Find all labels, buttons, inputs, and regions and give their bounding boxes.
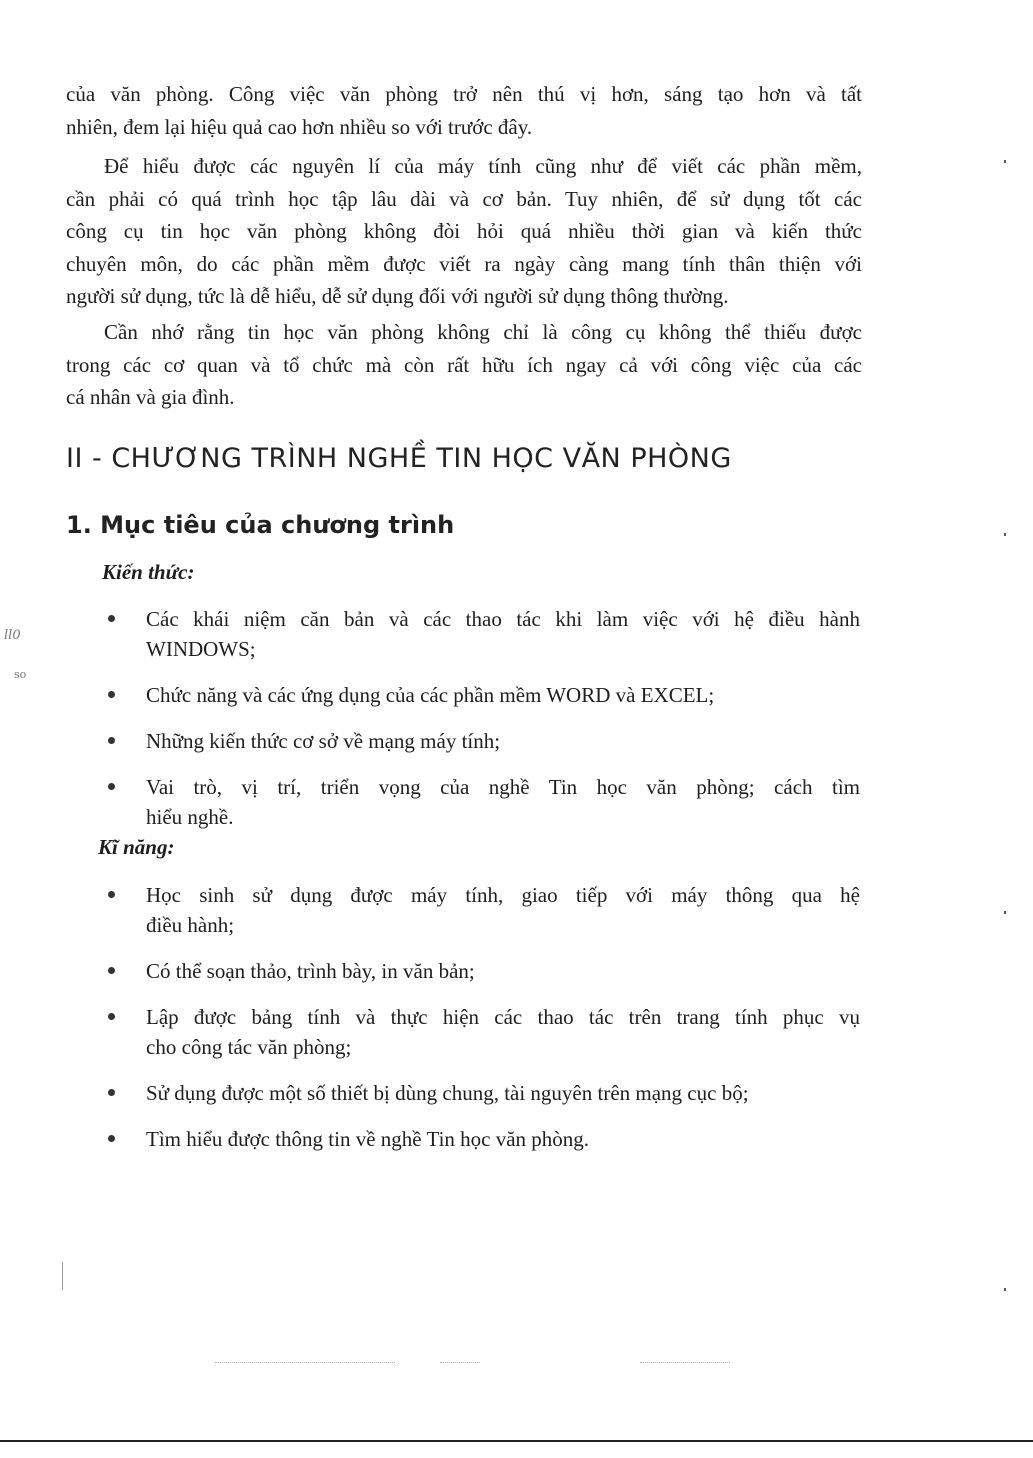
scan-dotted-line bbox=[215, 1362, 395, 1363]
paragraph-usefulness bbox=[66, 316, 862, 414]
text-line: cá nhân và gia đình. bbox=[66, 385, 235, 409]
knowledge-label: Kiến thức: bbox=[102, 560, 195, 584]
list-item bbox=[100, 604, 860, 664]
skills-list bbox=[100, 880, 860, 1154]
bullet-icon bbox=[108, 783, 115, 790]
text-line: Những kiến thức cơ sở về mạng máy tính; bbox=[146, 729, 501, 753]
list-item bbox=[100, 680, 860, 710]
knowledge-list bbox=[100, 604, 860, 832]
text-line: của văn phòng. Công việc văn phòng trở nên thú vị hơn, sáng tạo hơn và tất bbox=[66, 82, 862, 106]
list-item bbox=[100, 880, 860, 940]
page-bottom-edge bbox=[0, 1440, 1033, 1442]
text-line: cho công tác văn phòng; bbox=[146, 1035, 352, 1059]
list-item bbox=[100, 772, 860, 832]
text-line: người sử dụng, tức là dễ hiểu, dễ sử dụng đối với người sử dụng thông thường. bbox=[66, 284, 729, 308]
bullet-icon bbox=[108, 891, 115, 898]
margin-handwriting: ll0 bbox=[4, 628, 21, 643]
list-item bbox=[100, 1002, 860, 1062]
text-line: Tìm hiểu được thông tin về nghề Tin học văn phòng. bbox=[146, 1127, 590, 1151]
list-item bbox=[100, 1078, 860, 1108]
text-line: công cụ tin học văn phòng không đòi hỏi quá nhiều thời gian và kiến thức bbox=[66, 219, 862, 243]
margin-handwriting: so bbox=[14, 668, 27, 681]
subsection-heading: 1. Mục tiêu của chương trình bbox=[66, 511, 455, 539]
bullet-icon bbox=[108, 691, 115, 698]
text-line: hiểu nghề. bbox=[146, 805, 234, 829]
bullet-icon bbox=[108, 1135, 115, 1142]
scan-mark bbox=[62, 1262, 63, 1290]
bullet-icon bbox=[108, 615, 115, 622]
text-line: Lập được bảng tính và thực hiện các thao tác trên trang tính phục vụ bbox=[146, 1005, 860, 1029]
text-line: Chức năng và các ứng dụng của các phần mềm WORD và EXCEL; bbox=[146, 683, 715, 707]
bullet-icon bbox=[108, 1089, 115, 1096]
text-line: trong các cơ quan và tổ chức mà còn rất hữu ích ngay cả với công việc của các bbox=[66, 352, 862, 377]
scan-dotted-line bbox=[640, 1362, 730, 1363]
text-line: chuyên môn, do các phần mềm được viết ra ngày càng mang tính thân thiện với bbox=[66, 251, 862, 276]
section-heading: II - CHƯƠNG TRÌNH NGHỀ TIN HỌC VĂN PHÒNG bbox=[66, 443, 732, 474]
list-item bbox=[100, 1124, 860, 1154]
scan-speck bbox=[1004, 160, 1006, 163]
text-line: Học sinh sử dụng được máy tính, giao tiếp với máy thông qua hệ bbox=[146, 883, 860, 907]
list-item bbox=[100, 726, 860, 756]
skills-label: Kĩ năng: bbox=[98, 835, 175, 859]
scan-speck bbox=[1004, 533, 1006, 536]
text-line: nhiên, đem lại hiệu quả cao hơn nhiều so với trước đây. bbox=[66, 114, 533, 139]
scan-dotted-line bbox=[440, 1362, 480, 1363]
list-item bbox=[100, 956, 860, 986]
scan-speck bbox=[1004, 1288, 1006, 1291]
bullet-icon bbox=[108, 967, 115, 974]
text-line: Các khái niệm căn bản và các thao tác khi làm việc với hệ điều hành bbox=[146, 607, 860, 631]
scan-speck bbox=[1004, 911, 1006, 914]
text-line: Sử dụng được một số thiết bị dùng chung, tài nguyên trên mạng cục bộ; bbox=[146, 1081, 749, 1105]
text-line: điều hành; bbox=[146, 913, 235, 937]
text-line: Có thể soạn thảo, trình bày, in văn bản; bbox=[146, 959, 475, 983]
text-line: Để hiểu được các nguyên lí của máy tính cũng như để viết các phần mềm, bbox=[104, 154, 862, 178]
text-line: Cần nhớ rằng tin học văn phòng không chỉ là công cụ không thể thiếu được bbox=[104, 320, 862, 344]
text-line: Vai trò, vị trí, triển vọng của nghề Tin học văn phòng; cách tìm bbox=[146, 775, 860, 799]
bullet-icon bbox=[108, 737, 115, 744]
paragraph-intro-continuation bbox=[66, 78, 862, 143]
text-line: cần phải có quá trình học tập lâu dài và cơ bản. Tuy nhiên, để sử dụng tốt các bbox=[66, 186, 862, 211]
paragraph-principles bbox=[66, 150, 862, 313]
bullet-icon bbox=[108, 1013, 115, 1020]
text-line: WINDOWS; bbox=[146, 637, 256, 661]
